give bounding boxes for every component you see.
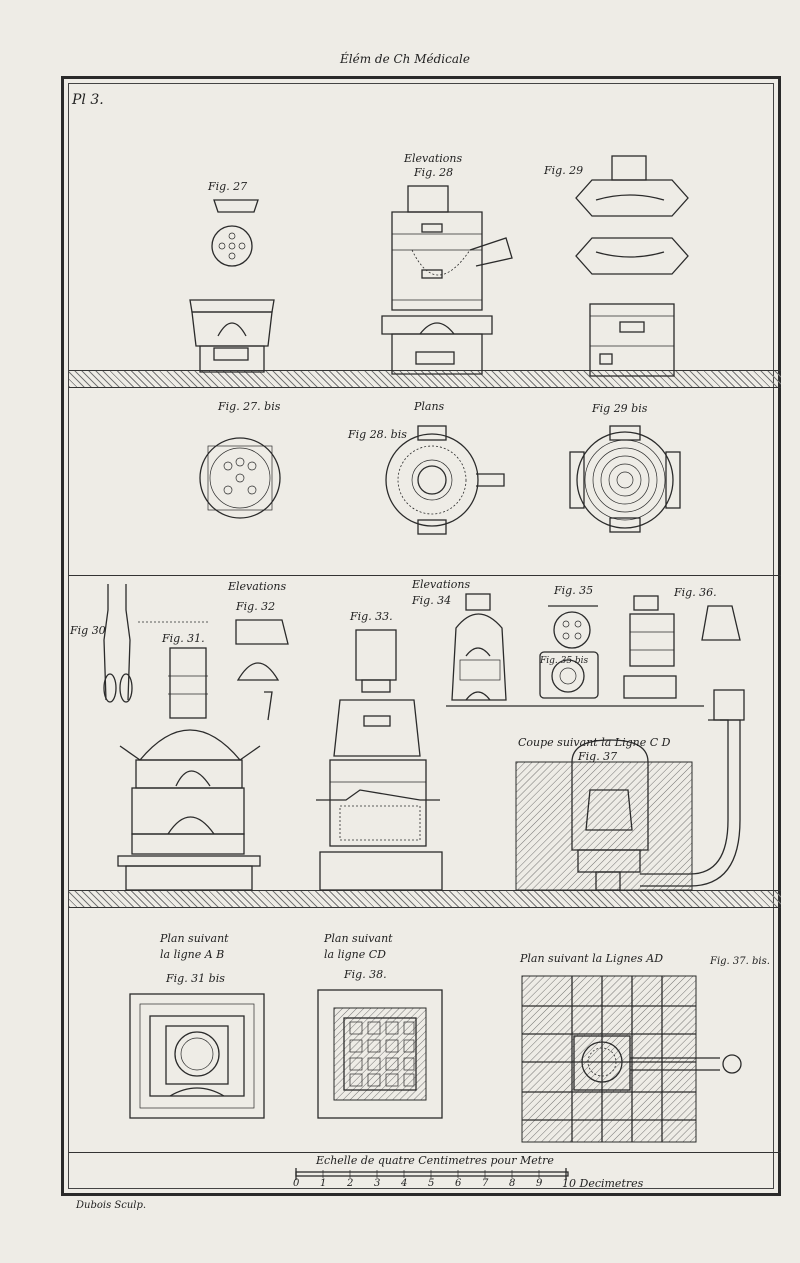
scale-end-label: 10 Decimetres bbox=[562, 1177, 644, 1190]
caption-fig30: Fig 30 bbox=[70, 624, 106, 637]
scale-tick: 4 bbox=[401, 1178, 408, 1189]
caption-plan-ab-2: la ligne A B bbox=[160, 948, 225, 961]
fig36-stove bbox=[624, 596, 740, 698]
scale-tick: 5 bbox=[428, 1178, 435, 1189]
caption-plans: Plans bbox=[414, 400, 445, 413]
scale-caption: Echelle de quatre Centimetres pour Metre bbox=[316, 1154, 554, 1167]
scale-tick: 2 bbox=[347, 1178, 354, 1189]
caption-fig27bis: Fig. 27. bis bbox=[218, 400, 281, 413]
caption-plan-cd-1: Plan suivant bbox=[324, 932, 393, 945]
caption-fig33: Fig. 33. bbox=[350, 610, 393, 623]
caption-coupe: Coupe suivant la Ligne C D bbox=[518, 736, 671, 749]
fig38-plan bbox=[318, 990, 442, 1118]
caption-elevations-top: Elevations bbox=[404, 152, 463, 165]
caption-fig36: Fig. 36. bbox=[674, 586, 717, 599]
fig31-stove bbox=[118, 648, 260, 890]
caption-plan-cd-2: la ligne CD bbox=[324, 948, 386, 961]
caption-fig37: Fig. 37 bbox=[578, 750, 618, 763]
caption-fig35: Fig. 35 bbox=[554, 584, 594, 597]
caption-fig31: Fig. 31. bbox=[162, 632, 205, 645]
fig27-stove bbox=[190, 200, 274, 372]
scale-tick: 3 bbox=[374, 1178, 381, 1189]
fig35-device bbox=[540, 606, 598, 698]
caption-fig35bis: Fig. 35 bis bbox=[540, 656, 589, 666]
caption-fig37bis: Fig. 37. bis. bbox=[710, 956, 770, 967]
scale-tick: 7 bbox=[482, 1178, 489, 1189]
caption-fig34: Fig. 34 bbox=[412, 594, 452, 607]
scale-tick: 1 bbox=[320, 1178, 327, 1189]
fig32-parts bbox=[236, 620, 288, 720]
running-title: Élém de Ch Médicale bbox=[340, 52, 470, 66]
caption-plan-ad: Plan suivant la Lignes AD bbox=[520, 952, 664, 965]
fig29-stove bbox=[576, 156, 688, 376]
caption-elevations-mid: Elevations bbox=[228, 580, 287, 593]
fig31bis-plan bbox=[130, 994, 264, 1118]
engraver-signature: Dubois Sculp. bbox=[76, 1200, 147, 1211]
caption-fig29: Fig. 29 bbox=[544, 164, 584, 177]
fig28bis-plan bbox=[386, 426, 504, 534]
scale-tick: 9 bbox=[536, 1178, 543, 1189]
fig37bis-plan bbox=[522, 976, 741, 1142]
fig27bis-plan bbox=[200, 438, 280, 518]
scale-tick: 8 bbox=[509, 1178, 516, 1189]
caption-fig31bis: Fig. 31 bis bbox=[166, 972, 225, 985]
plate-number: Pl 3. bbox=[72, 92, 104, 108]
caption-fig32: Fig. 32 bbox=[236, 600, 276, 613]
scale-tick: 0 bbox=[293, 1178, 300, 1189]
caption-fig38: Fig. 38. bbox=[344, 968, 387, 981]
caption-plan-ab-1: Plan suivant bbox=[160, 932, 229, 945]
scale-tick: 6 bbox=[455, 1178, 462, 1189]
fig33-stove bbox=[316, 630, 442, 890]
fig29bis-plan bbox=[570, 426, 680, 532]
caption-fig28bis: Fig 28. bis bbox=[348, 428, 407, 441]
fig37-section bbox=[516, 690, 744, 890]
caption-fig28: Fig. 28 bbox=[414, 166, 454, 179]
caption-elevations-mid2: Elevations bbox=[412, 578, 471, 591]
fig28-stove bbox=[382, 186, 512, 374]
caption-fig27: Fig. 27 bbox=[208, 180, 248, 193]
caption-fig29bis: Fig 29 bis bbox=[592, 402, 648, 415]
